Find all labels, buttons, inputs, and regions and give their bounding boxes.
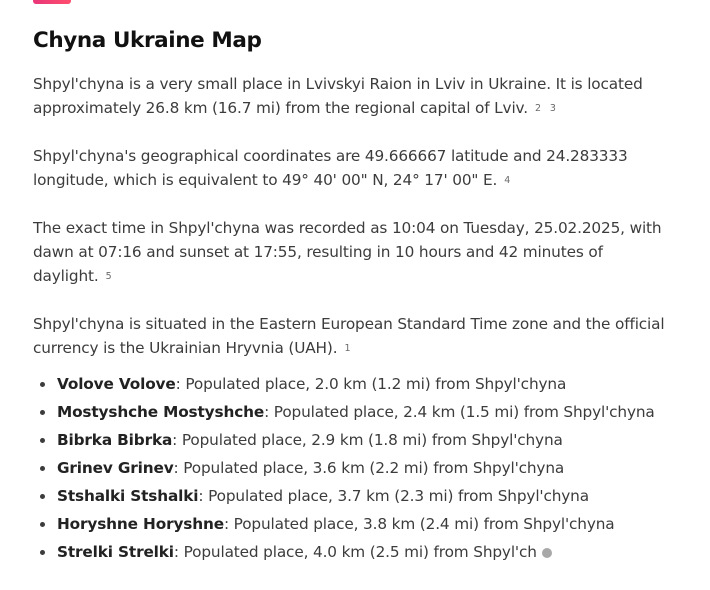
place-name: Bibrka Bibrka: [57, 431, 173, 449]
place-detail: : Populated place, 2.0 km (1.2 mi) from Shpyl'chyna: [175, 375, 567, 393]
citation-marker[interactable]: 1: [344, 343, 351, 354]
list-item: [33, 372, 693, 400]
paragraph-timezone: [33, 312, 673, 361]
citation-marker[interactable]: 4: [504, 175, 511, 186]
place-name: Mostyshche Mostyshche: [57, 403, 265, 421]
paragraph-text: Shpyl'chyna's geographical coordinates are 49.666667 latitude and 24.283333 longitude, which is equivalent to 49° 40' 00" N, 24° 17' 00" E.: [33, 147, 628, 189]
paragraph-time: [33, 216, 673, 289]
citation-marker[interactable]: 3: [549, 103, 556, 114]
list-item: [33, 512, 693, 540]
citation-marker[interactable]: 2: [534, 103, 541, 114]
place-name: Grinev Grinev: [57, 459, 174, 477]
place-detail: : Populated place, 3.8 km (2.4 mi) from Shpyl'chyna: [223, 515, 615, 533]
list-item: [33, 400, 693, 428]
list-item: [33, 456, 693, 484]
accent-bar: [33, 0, 71, 4]
paragraph-text: Shpyl'chyna is a very small place in Lvivskyi Raion in Lviv in Ukraine. It is located approximately 26.8 km (16.7 mi) from the regional capital of Lviv.: [33, 75, 643, 117]
list-item: [33, 428, 693, 456]
place-detail: : Populated place, 2.9 km (1.8 mi) from Shpyl'chyna: [172, 431, 563, 449]
citation-marker[interactable]: 5: [105, 271, 112, 282]
paragraph-text: The exact time in Shpyl'chyna was recorded as 10:04 on Tuesday, 25.02.2025, with dawn at 07:16 and sunset at 17:55, resulting in 10 hours and 42 minutes of daylight.: [33, 219, 662, 285]
place-detail: : Populated place, 3.6 km (2.2 mi) from Shpyl'chyna: [173, 459, 565, 477]
place-detail: : Populated place, 3.7 km (2.3 mi) from Shpyl'chyna: [198, 487, 589, 505]
list-item: [33, 540, 693, 568]
place-name: Volove Volove: [57, 375, 176, 393]
place-name: Strelki Strelki: [57, 543, 174, 561]
paragraph-location: [33, 72, 673, 121]
place-name: Horyshne Horyshne: [57, 515, 224, 533]
page-title: Chyna Ukraine Map: [33, 28, 262, 53]
loading-dot-icon: [542, 548, 552, 558]
place-detail: : Populated place, 4.0 km (2.5 mi) from Shpyl'ch: [173, 543, 537, 561]
paragraph-coordinates: [33, 144, 673, 193]
nearby-places-list: [33, 372, 693, 568]
place-detail: : Populated place, 2.4 km (1.5 mi) from Shpyl'chyna: [264, 403, 655, 421]
place-name: Stshalki Stshalki: [57, 487, 199, 505]
list-item: [33, 484, 693, 512]
paragraph-text: Shpyl'chyna is situated in the Eastern European Standard Time zone and the official currency is the Ukrainian Hryvnia (UAH).: [33, 315, 665, 357]
